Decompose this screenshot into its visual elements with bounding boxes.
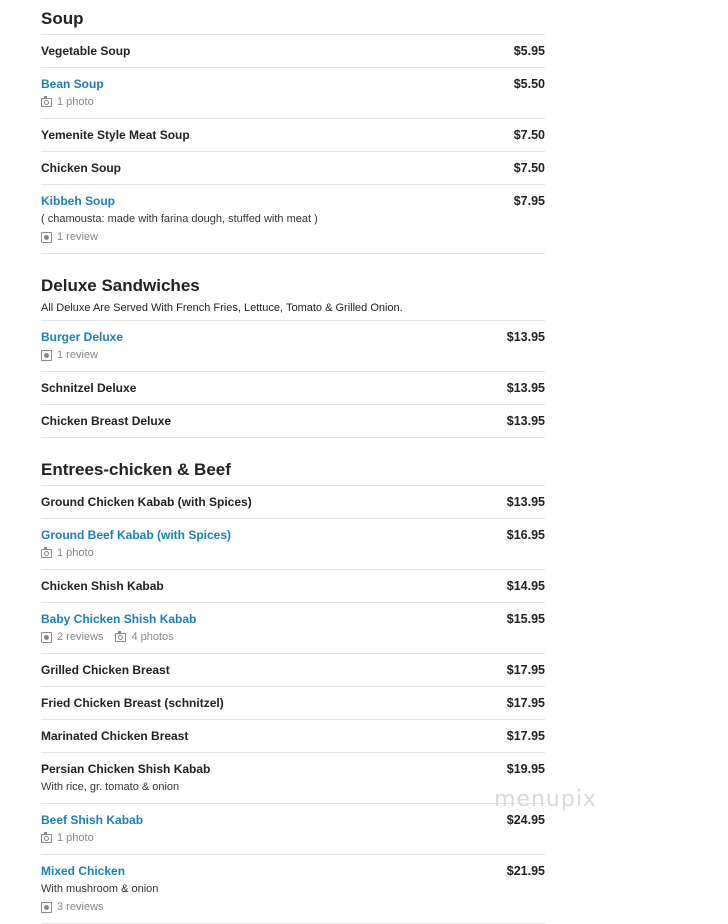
menu-item-price: $13.95: [506, 414, 545, 428]
photos-count: 1 photo: [57, 96, 94, 108]
reviews-count: 1 review: [57, 231, 98, 243]
menu-item-price: $7.50: [513, 128, 545, 142]
menu-item-chicken-shish-kabab: [41, 569, 545, 602]
reviews-count: 1 review: [57, 349, 98, 361]
menu-item-baby-chicken-shish-kabab[interactable]: [41, 602, 545, 653]
photos-link[interactable]: [41, 832, 94, 845]
menu-item-link[interactable]: Kibbeh Soup: [41, 194, 115, 208]
menu-item-name: Marinated Chicken Breast: [41, 729, 189, 743]
menu-item-chicken-breast-deluxe: [41, 404, 545, 437]
menu-item-name: Ground Chicken Kabab (with Spices): [41, 495, 252, 509]
photos-link[interactable]: [41, 547, 94, 560]
menu-item-kibbeh-soup[interactable]: [41, 184, 545, 253]
menu-item-meta: [41, 96, 545, 109]
menu-item-meta: [41, 631, 545, 644]
reviews-link[interactable]: [41, 631, 103, 644]
menu-item-price: $15.95: [506, 612, 545, 626]
menu-item-name: Chicken Soup: [41, 161, 122, 175]
menu-item-price: $13.95: [506, 495, 545, 509]
menu-item-persian-chicken-shish-kabab: [41, 752, 545, 803]
menu-item-price: $21.95: [506, 864, 545, 878]
menu-item-price: $13.95: [506, 330, 545, 344]
menu-item-yemenite-style-meat-soup: [41, 118, 545, 151]
menu-item-link[interactable]: Mixed Chicken: [41, 864, 126, 878]
reviews-count: 2 reviews: [57, 631, 104, 643]
menu-item-price: $5.50: [513, 77, 545, 91]
photos-count: 1 photo: [57, 547, 94, 559]
menu-item-description: ( chamousta: made with farina dough, stuffed with meat ): [41, 213, 318, 225]
section-title: Soup: [41, 9, 84, 28]
menu-item-price: $7.50: [513, 161, 545, 175]
review-icon: [41, 632, 52, 643]
menu-item-name: Chicken Breast Deluxe: [41, 414, 172, 428]
menu-item-link[interactable]: Bean Soup: [41, 77, 104, 91]
menu-item-link[interactable]: Burger Deluxe: [41, 330, 124, 344]
menu-item-mixed-chicken[interactable]: [41, 854, 545, 923]
reviews-link[interactable]: [41, 901, 103, 914]
review-icon: [41, 902, 52, 913]
section-gap: [41, 254, 545, 267]
menu-item-price: $24.95: [506, 813, 545, 827]
menu-item-name: Schnitzel Deluxe: [41, 381, 137, 395]
menu-item-price: $14.95: [506, 579, 545, 593]
menu-item-fried-chicken-breast-schnitzel: [41, 686, 545, 719]
menu-item-name: Chicken Shish Kabab: [41, 579, 164, 593]
menu-item-meta: [41, 832, 545, 845]
menu-item-name: Vegetable Soup: [41, 44, 131, 58]
menu-item-link[interactable]: Beef Shish Kabab: [41, 813, 144, 827]
camera-icon: [115, 633, 126, 642]
photos-link[interactable]: [41, 96, 94, 109]
camera-icon: [41, 834, 52, 843]
menu: [41, 0, 545, 924]
review-icon: [41, 232, 52, 243]
photos-link[interactable]: [115, 631, 173, 644]
menu-item-name: Yemenite Style Meat Soup: [41, 128, 190, 142]
menu-item-name: Grilled Chicken Breast: [41, 663, 170, 677]
menu-item-ground-chicken-kabab-with-spices: [41, 485, 545, 518]
menu-item-meta: [41, 349, 545, 362]
reviews-link[interactable]: [41, 349, 98, 362]
menu-item-meta: [41, 901, 545, 914]
menu-item-link[interactable]: Baby Chicken Shish Kabab: [41, 612, 197, 626]
menu-item-description: With mushroom & onion: [41, 883, 159, 895]
menu-item-price: $17.95: [506, 663, 545, 677]
review-icon: [41, 350, 52, 361]
section-gap: [41, 438, 545, 451]
menu-item-price: $17.95: [506, 696, 545, 710]
menu-item-vegetable-soup: [41, 34, 545, 67]
menu-item-name: Persian Chicken Shish Kabab: [41, 762, 211, 776]
menu-item-price: $17.95: [506, 729, 545, 743]
menu-item-price: $7.95: [513, 194, 545, 208]
section-description: All Deluxe Are Served With French Fries, Lettuce, Tomato & Grilled Onion.: [41, 302, 403, 314]
menu-item-name: Fried Chicken Breast (schnitzel): [41, 696, 224, 710]
menu-item-chicken-soup: [41, 151, 545, 184]
menu-item-beef-shish-kabab[interactable]: [41, 803, 545, 854]
menu-item-bean-soup[interactable]: [41, 67, 545, 118]
menu-item-price: $19.95: [506, 762, 545, 776]
menu-item-burger-deluxe[interactable]: [41, 320, 545, 371]
section-title: Entrees-chicken & Beef: [41, 460, 231, 479]
menu-item-description: With rice, gr. tomato & onion: [41, 781, 180, 793]
menu-item-price: $5.95: [513, 44, 545, 58]
menu-item-schnitzel-deluxe: [41, 371, 545, 404]
camera-icon: [41, 549, 52, 558]
menu-item-grilled-chicken-breast: [41, 653, 545, 686]
menu-item-price: $13.95: [506, 381, 545, 395]
camera-icon: [41, 98, 52, 107]
menupix-watermark: menupix: [494, 787, 597, 812]
reviews-count: 3 reviews: [57, 901, 104, 913]
menu-item-ground-beef-kabab-with-spices[interactable]: [41, 518, 545, 569]
photos-count: 4 photos: [131, 631, 174, 643]
menu-item-link[interactable]: Ground Beef Kabab (with Spices): [41, 528, 232, 542]
menu-item-meta: [41, 231, 545, 244]
reviews-link[interactable]: [41, 231, 98, 244]
section-title: Deluxe Sandwiches: [41, 276, 200, 295]
menu-item-marinated-chicken-breast: [41, 719, 545, 752]
menu-item-meta: [41, 547, 545, 560]
menu-item-price: $16.95: [506, 528, 545, 542]
photos-count: 1 photo: [57, 832, 94, 844]
